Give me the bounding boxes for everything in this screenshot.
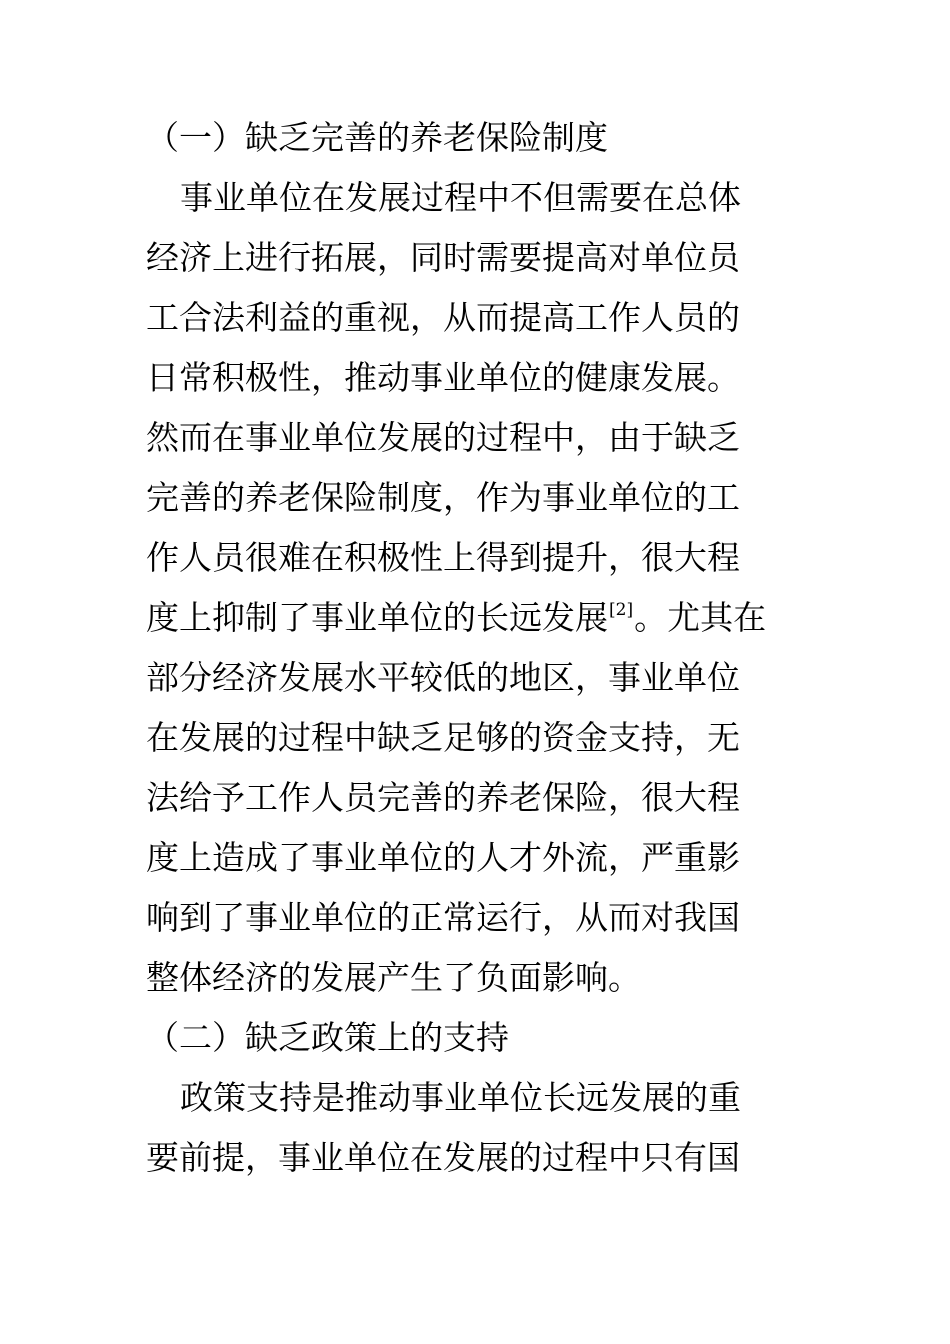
citation-reference: [2]	[609, 600, 634, 620]
section-heading-2: （二）缺乏政策上的支持	[146, 1018, 509, 1057]
paragraph-line: 事业单位在发展过程中不但需要在总体	[180, 178, 741, 217]
paragraph-text: 度上抑制了事业单位的长远发展	[146, 598, 608, 637]
paragraph-line: 要前提，事业单位在发展的过程中只有国	[146, 1138, 740, 1177]
paragraph-line: 度上造成了事业单位的人才外流，严重影	[146, 838, 740, 877]
paragraph-line: 法给予工作人员完善的养老保险，很大程	[146, 778, 740, 817]
section-heading-1: （一）缺乏完善的养老保险制度	[146, 118, 608, 157]
paragraph-line: 整体经济的发展产生了负面影响。	[146, 958, 641, 997]
paragraph-line: 工合法利益的重视，从而提高工作人员的	[146, 298, 740, 337]
paragraph-line: 完善的养老保险制度，作为事业单位的工	[146, 478, 740, 517]
paragraph-line: 然而在事业单位发展的过程中，由于缺乏	[146, 418, 740, 457]
paragraph-line: 响到了事业单位的正常运行，从而对我国	[146, 898, 740, 937]
paragraph-line: 作人员很难在积极性上得到提升，很大程	[146, 538, 740, 577]
paragraph-line-with-citation	[146, 598, 766, 644]
paragraph-line: 部分经济发展水平较低的地区，事业单位	[146, 658, 740, 697]
paragraph-line: 政策支持是推动事业单位长远发展的重	[180, 1078, 741, 1117]
paragraph-line: 日常积极性，推动事业单位的健康发展。	[146, 358, 740, 397]
paragraph-text: 。尤其在	[634, 598, 767, 637]
paragraph-line: 在发展的过程中缺乏足够的资金支持，无	[146, 718, 740, 757]
paragraph-line: 经济上进行拓展，同时需要提高对单位员	[146, 238, 740, 277]
